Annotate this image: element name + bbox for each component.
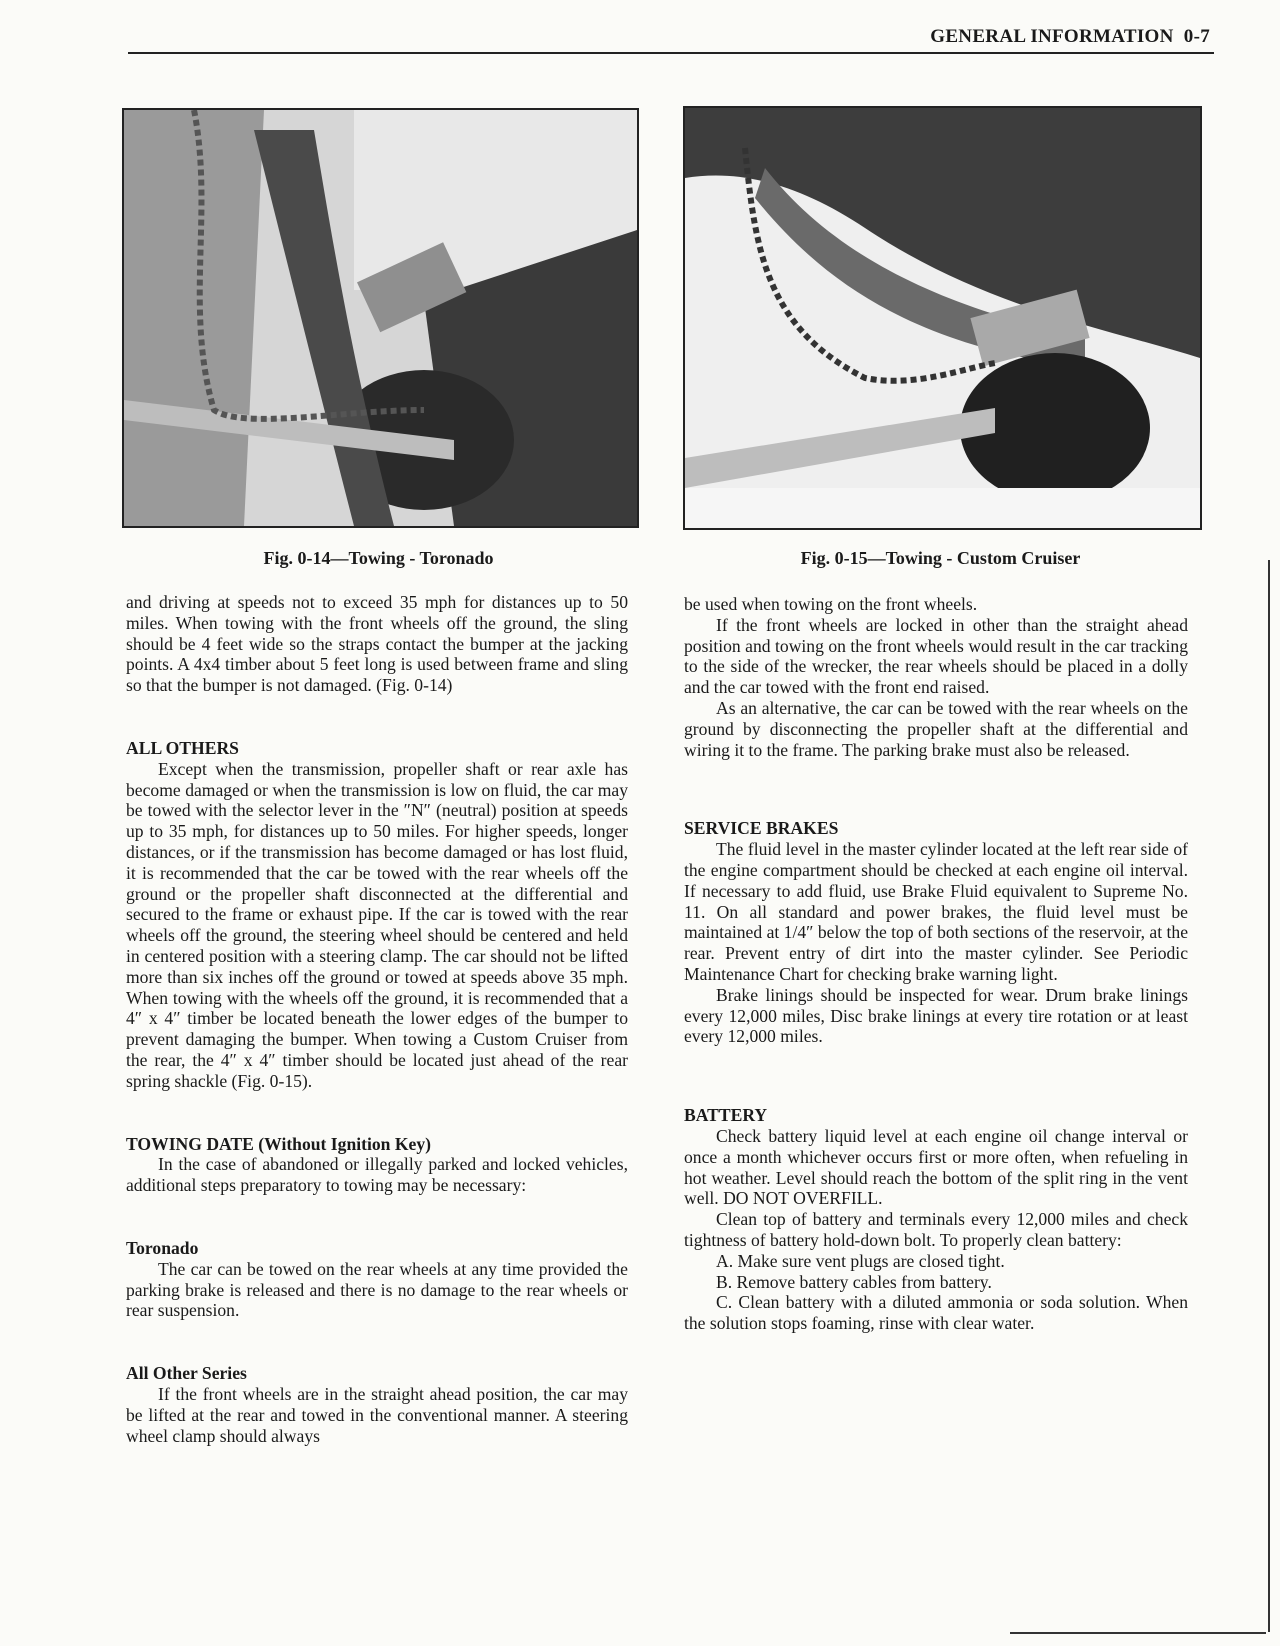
battery-heading: BATTERY xyxy=(684,1105,768,1126)
front-wheels-continuation: be used when towing on the front wheels. xyxy=(684,594,978,614)
figure-caption-0-14: Fig. 0-14—Towing - Toronado xyxy=(263,548,494,568)
battery-step: A. Make sure vent plugs are closed tight. xyxy=(716,1250,1005,1271)
right-column xyxy=(684,594,1188,1334)
all-others-heading: ALL OTHERS xyxy=(126,737,239,758)
running-header xyxy=(930,26,1210,48)
section-title: GENERAL INFORMATION xyxy=(930,26,1174,47)
battery-step: C. Clean battery with a diluted ammonia or soda solution. When the solution stops foaming, rinse with clear water. xyxy=(684,1292,1188,1334)
all-others-paragraph: Except when the transmission, propeller shaft or rear axle has become damaged or when the transmission is low on fluid, the car may be towed with the selector lever in the ″N″ (neutral) position at speeds up to 35 mph, for distances up to 50 miles. For higher speeds, longer distances, or if the transmission has become damaged or has lost fluid, it is recommended that the car be towed with the rear wheels off the ground or the propeller shaft disconnected at the differential and secured to the frame or exhaust pipe. If the car is towed with the rear wheels off the ground, the steering wheel should be centered and held in centered position with a steering clamp. The car should not be lifted more than six inches off the ground or towed at speeds above 35 mph. When towing with the wheels off the ground, it is recommended that a 4″ x 4″ timber be located beneath the lower edges of the bumper to prevent damaging the bumper. When towing a Custom Cruiser from the rear, the 4″ x 4″ timber should be located just ahead of the rear spring shackle (Fig. 0-15). xyxy=(126,758,628,1091)
battery-level-paragraph: Check battery liquid level at each engine oil change interval or once a month whichever occurs first or more often, when refueling in hot weather. Level should reach the bottom of the split ring in the vent well. DO NOT OVERFILL. xyxy=(684,1125,1188,1209)
left-column xyxy=(126,592,628,1446)
page-number: 0-7 xyxy=(1183,26,1210,47)
toronado-heading: Toronado xyxy=(126,1237,199,1258)
brake-linings-paragraph: Brake linings should be inspected for wear. Drum brake linings every 12,000 miles, Disc brake linings at every tire rotation or at least every 12,000 miles. xyxy=(684,984,1188,1047)
towing-custom-cruiser-photo xyxy=(683,106,1202,530)
battery-clean-paragraph: Clean top of battery and terminals every 12,000 miles and check tightness of battery hold-down bolt. To properly clean battery: xyxy=(684,1209,1188,1250)
toronado-paragraph: The car can be towed on the rear wheels at any time provided the parking brake is released and there is no damage to the rear wheels or rear suspension. xyxy=(126,1258,628,1321)
battery-step: B. Remove battery cables from battery. xyxy=(716,1271,992,1292)
service-brakes-heading: SERVICE BRAKES xyxy=(684,818,839,839)
footer-rule xyxy=(1010,1632,1266,1634)
page-edge-line xyxy=(1268,560,1270,1632)
towing-intro-paragraph: and driving at speeds not to exceed 35 mph for distances up to 50 miles. When towing with the front wheels off the ground, the sling should be 4 feet wide so the straps contact the bumper at the jacking points. A 4x4 timber about 5 feet long is used between frame and sling so that the bumper is not damaged. (Fig. 0-14) xyxy=(126,592,628,696)
all-other-series-heading: All Other Series xyxy=(126,1363,247,1384)
alternative-paragraph: As an alternative, the car can be towed with the rear wheels on the ground by disconnecting the propeller shaft at the differential and wiring it to the frame. The parking brake must also be released. xyxy=(684,697,1188,760)
header-rule xyxy=(128,52,1214,54)
brake-fluid-paragraph: The fluid level in the master cylinder located at the left rear side of the engine compartment should be checked at each engine oil interval. If necessary to add fluid, use Brake Fluid equivalent to Supreme No. 11. On all standard and power brakes, the fluid level must be maintained at 1/4″ below the top of both sections of the reservoir, at the rear. Prevent entry of dirt into the master cylinder. See Periodic Maintenance Chart for checking brake warning light. xyxy=(684,839,1188,984)
all-other-series-paragraph: If the front wheels are in the straight ahead position, the car may be lifted at the rear and towed in the conventional manner. A steering wheel clamp should always xyxy=(126,1383,628,1446)
figure-caption-0-15: Fig. 0-15—Towing - Custom Cruiser xyxy=(800,548,1081,568)
towing-date-heading: TOWING DATE (Without Ignition Key) xyxy=(126,1133,432,1154)
locked-wheels-paragraph: If the front wheels are locked in other than the straight ahead position and towing on the front wheels would result in the car tracking to the side of the wrecker, the rear wheels should be placed in a dolly and the car towed with the front end raised. xyxy=(684,614,1188,698)
towing-toronado-photo xyxy=(122,108,639,528)
towing-date-paragraph: In the case of abandoned or illegally parked and locked vehicles, additional steps preparatory to towing may be necessary: xyxy=(126,1154,628,1196)
